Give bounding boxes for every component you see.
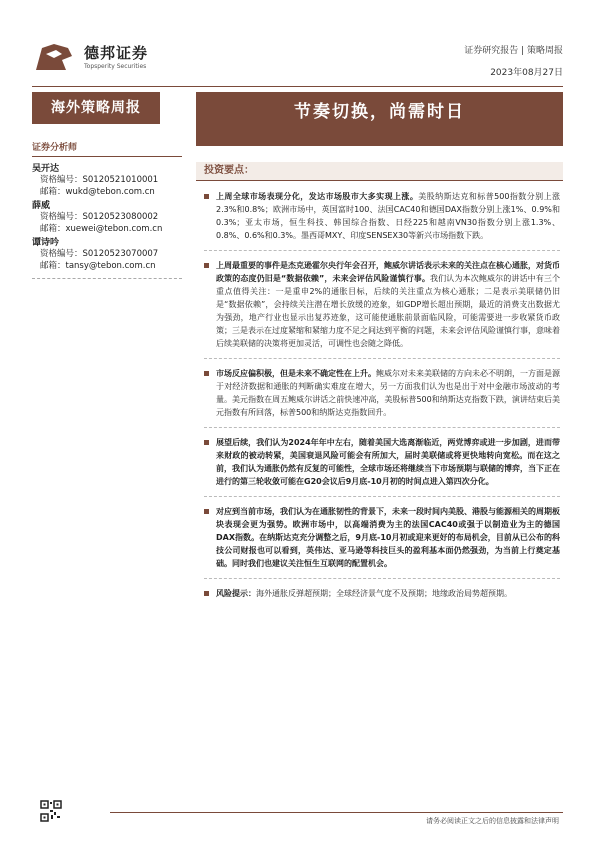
brand [84, 44, 148, 71]
analyst-email[interactable]: 邮箱：xuewei@tebon.com.cn [40, 223, 163, 234]
key-point-text: 海外通胀反弹超预期；全球经济景气度不及预期；地缘政治局势超预期。 [256, 589, 512, 598]
point-divider [204, 358, 560, 359]
footer-divider [110, 812, 563, 813]
brand-name-cn: 德邦证券 [84, 44, 149, 62]
analyst-entry [32, 200, 182, 235]
key-point-text: 我们认为本次鲍威尔的讲话中有三个重点值得关注：一是重申2%的通胀目标，后续的关注重点为核心通胀；二是表示美联储仍旧是“数据依赖”，会持续关注潜在增长放缓的迹象，如GDP增长超出预期，最近的消费支出数据尤为强劲，地产行业也显示出复苏迹象，这可能使通胀前景面临风险，可能需要进一步收紧货币政策；三是表示在过度紧缩和紧缩力度不足之间达到平衡的问题，未来会评估风险谨慎行事，意味着后续美联储的决策将更加灵活，可调性也会随之降低。 [216, 274, 561, 348]
report-title: 节奏切换，尚需时日 [196, 92, 563, 146]
analyst-email[interactable]: 邮箱：tansy@tebon.com.cn [40, 260, 156, 271]
key-point-lead: 上周最重要的事件是杰克逊霍尔央行年会召开，鲍威尔讲话表示未来的关注点在核心通胀，对货币政策的态度仍旧是“数据依赖”，未来会评估风险谨慎行事。 [216, 261, 560, 283]
sidebar-divider [32, 278, 182, 279]
analyst-entry [32, 237, 182, 272]
key-points-header [196, 162, 563, 181]
key-points-body [204, 190, 560, 608]
header-divider [32, 86, 563, 87]
key-point-lead: 展望后续，我们认为2024年年中左右，随着美国大选离渐临近，两党博弈或进一步加剧，进而带来财政的被动转紧，美国衰退风险可能会有所加大，届时美联储或将更快地转向宽松。而在这之前，我们认为通胀仍然有反复的可能性，全球市场还将继续当下市场预期与联储的博弈，当下正在进行的第三轮收敛可能在G20会议后9月底-10月初的时间点进入第四次分化。 [216, 438, 560, 486]
analyst-entry [32, 163, 182, 198]
analyst-email[interactable]: 邮箱：wukd@tebon.com.cn [40, 186, 155, 197]
tebon-logo-icon [32, 40, 76, 76]
analyst-name: 薛威 [32, 201, 51, 211]
analyst-cert: 资格编号：S0120521010001 [40, 175, 159, 185]
key-point-text: 美股纳斯达克和标普500指数分别上涨2.3%和0.8%；欧洲市场中，英国富时100、法国CAC40和德国DAX指数分别上涨1%、0.9%和0.3%；亚太市场，恒生科技、韩国综合指数、日经225和越南VN30指数分别上涨1.3%、0.8%、0.6%和0.3%。墨西哥MXY、印度SENSEX30等新兴市场指数下跌。 [216, 192, 560, 240]
analyst-cert: 资格编号：S0120523070007 [40, 249, 159, 259]
key-points-title: 投资要点： [204, 165, 254, 176]
key-point [204, 367, 560, 419]
analyst-section-title: 证券分析师 [32, 140, 182, 157]
key-point-lead: 市场反应偏积极，但是未来不确定性在上升。 [216, 369, 376, 378]
key-point-lead: 风险提示： [216, 589, 256, 598]
point-divider [204, 250, 560, 251]
analyst-name: 吴开达 [32, 164, 60, 174]
analyst-cert: 资格编号：S0120523080002 [40, 212, 159, 222]
key-point [204, 505, 560, 570]
key-point-text: 鲍威尔对未来美联储的方向未必不明朗，一方面是源于对经济数据和通胀的判断确实难度在增大，另一方面我们认为也是出于对中金融市场波动的考量。美元指数在周五鲍威尔讲话之前快速冲高，美股标普500和纳斯达克指数下跌，演讲结束后美元指数有所回落，标普500和纳斯达克指数回升。 [216, 369, 560, 417]
key-point [204, 190, 560, 242]
analyst-sidebar [32, 140, 182, 279]
point-divider [204, 578, 560, 579]
risk-warning [204, 587, 560, 600]
key-point-lead: 上周全球市场表现分化，发达市场股市大多实现上涨。 [216, 192, 419, 201]
report-header [464, 44, 563, 80]
report-type: 证券研究报告 | 策略周报 [464, 46, 563, 56]
point-divider [204, 496, 560, 497]
report-date: 2023年08月27日 [490, 68, 563, 78]
qr-code-icon [40, 800, 62, 822]
point-divider [204, 427, 560, 428]
report-category: 海外策略周报 [32, 92, 160, 124]
key-point [204, 259, 560, 350]
key-point-lead: 对应到当前市场，我们认为在通胀韧性的背景下，未来一段时间内美股、港股与能源相关的周期板块表现会更为强势。欧洲市场中，以高端消费为主的法国CAC40或强于以制造业为主的德国DAX指数。在纳斯达克充分调整之后，9月底-10月初或迎来更好的布局机会，目前从已公布的科技公司财报也可以看到，英伟达、亚马逊等科技巨头的盈利基本面仍然强劲，为当前上行奠定基础。同时我们也建议关注恒生互联网的配置机会。 [216, 507, 560, 568]
analyst-name: 谭诗吟 [32, 238, 60, 248]
key-point [204, 436, 560, 488]
footer-disclaimer: 请务必阅读正文之后的信息披露和法律声明 [426, 817, 559, 825]
brand-name-en: Topsperity Securities [84, 63, 147, 70]
